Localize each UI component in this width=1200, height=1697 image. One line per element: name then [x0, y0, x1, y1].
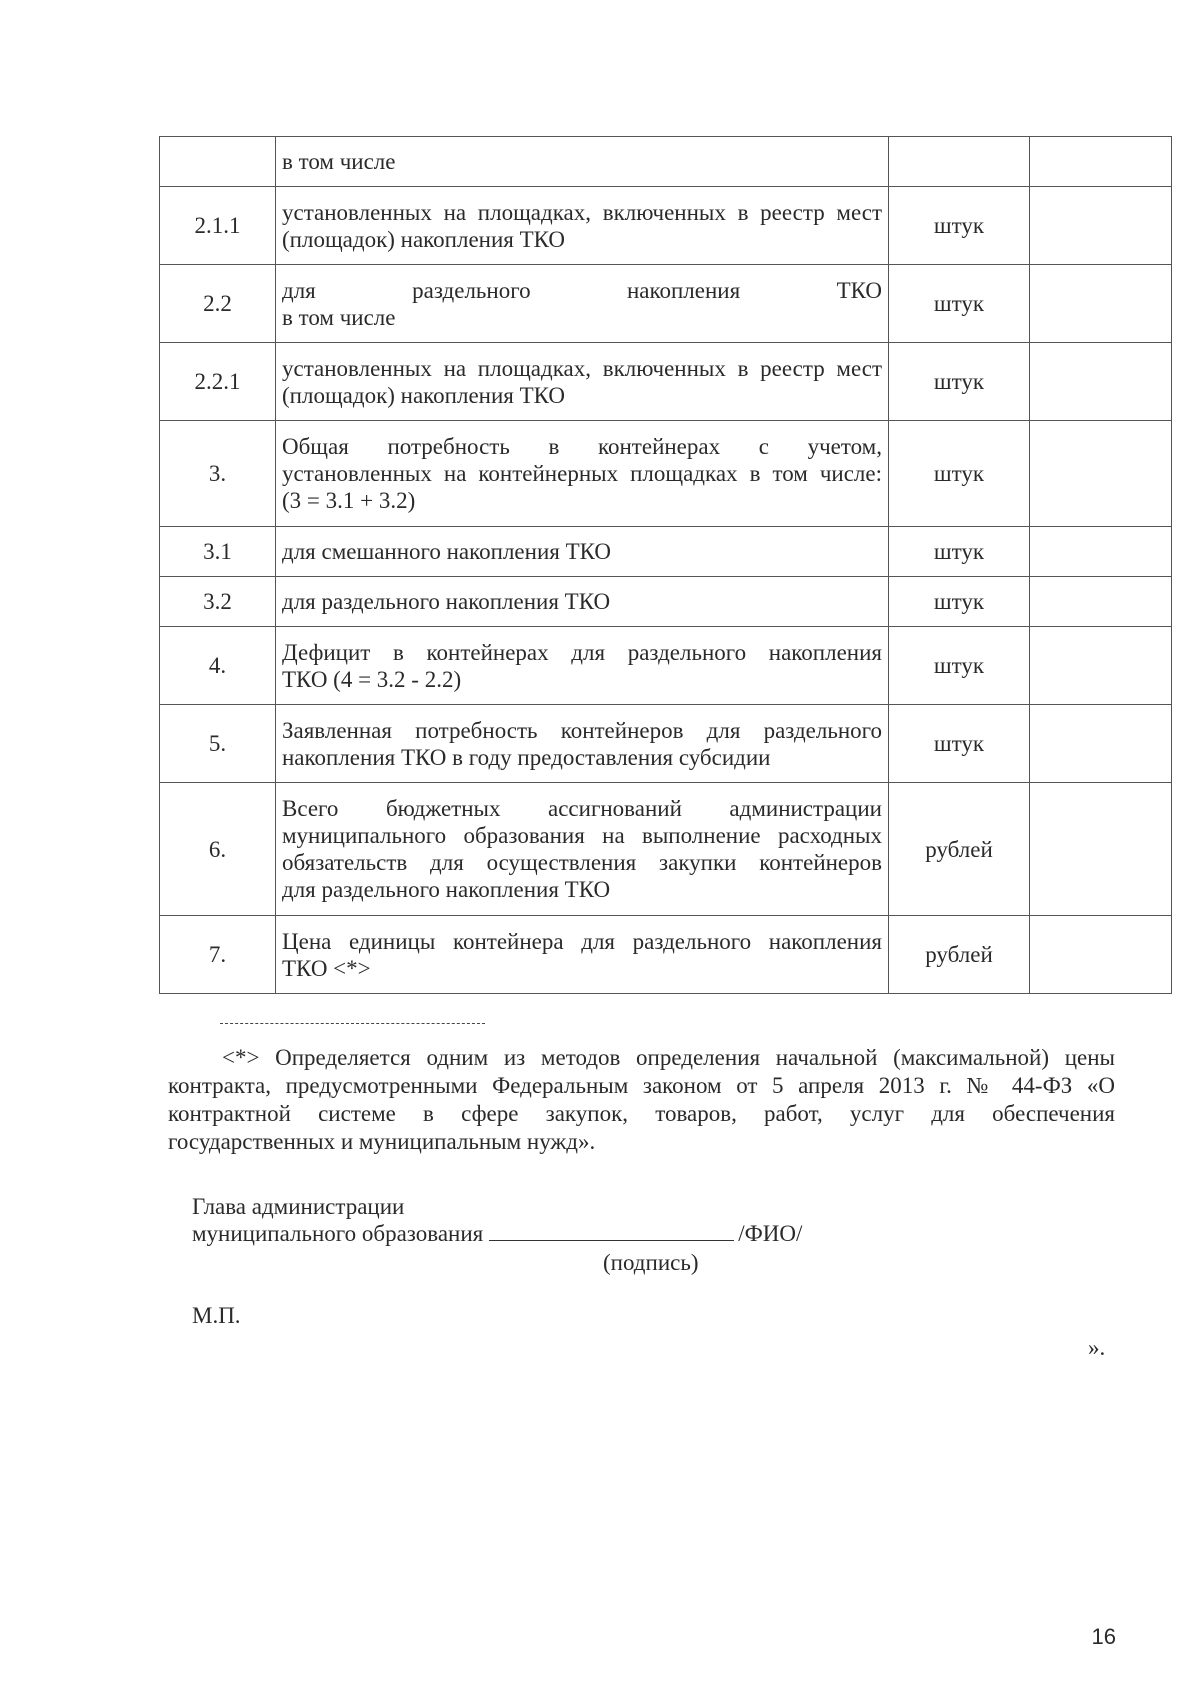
table-row — [160, 783, 1172, 916]
row-value[interactable] — [1030, 527, 1172, 577]
footnote-line: государственных и муниципальным нужд». — [168, 1129, 596, 1154]
row-unit: штук — [889, 265, 1030, 343]
description-line: Заявленная потребность контейнеров для раздельного — [282, 717, 882, 743]
table-row — [160, 577, 1172, 627]
description-line: муниципального образования на выполнение расходных — [282, 823, 882, 848]
row-number: 7. — [160, 916, 276, 994]
row-description — [276, 343, 889, 421]
table-row — [160, 421, 1172, 527]
signature-caption: (подпись) — [603, 1250, 699, 1275]
table-row — [160, 916, 1172, 994]
table-row — [160, 343, 1172, 421]
description-line: в том числе — [282, 304, 396, 330]
row-number: 2.1.1 — [160, 187, 276, 265]
indicators-table — [159, 136, 1172, 994]
row-unit: штук — [889, 705, 1030, 783]
description-line: (3 = 3.1 + 3.2) — [282, 488, 416, 513]
row-value[interactable] — [1030, 187, 1172, 265]
row-description — [276, 577, 889, 627]
row-unit: штук — [889, 627, 1030, 705]
description-line: Дефицит в контейнерах для раздельного накопления — [282, 639, 882, 665]
footnote-line: контракта, предусмотренными Федеральным законом от 5 апреля 2013 г. № 44-ФЗ «О — [168, 1073, 1115, 1098]
description-line: для раздельного накопления ТКО — [282, 877, 611, 902]
table-row — [160, 137, 1172, 187]
description-line: ТКО (4 = 3.2 - 2.2) — [282, 666, 462, 692]
row-value[interactable] — [1030, 916, 1172, 994]
row-number: 2.2 — [160, 265, 276, 343]
description-line: установленных на площадках, включенных в реестр мест — [282, 355, 882, 381]
description-line: для смешанного накопления ТКО — [282, 539, 612, 564]
row-number: 4. — [160, 627, 276, 705]
description-line: Цена единицы контейнера для раздельного накопления — [282, 928, 882, 954]
footnote — [168, 1044, 1115, 1156]
description-line: (площадок) накопления ТКО — [282, 382, 566, 408]
row-description — [276, 916, 889, 994]
row-description — [276, 421, 889, 527]
description-line: обязательств для осуществления закупки контейнеров — [282, 850, 882, 875]
row-value[interactable] — [1030, 705, 1172, 783]
row-value[interactable] — [1030, 783, 1172, 916]
closing-quote: ». — [1088, 1335, 1106, 1360]
signatory-title-line1: Глава администрации — [192, 1194, 405, 1219]
description-line: установленных на контейнерных площадках в том числе: — [282, 461, 882, 486]
row-value[interactable] — [1030, 421, 1172, 527]
description-line: для раздельного накопления ТКО — [282, 589, 611, 614]
footnote-line: контрактной системе в сфере закупок, товаров, работ, услуг для обеспечения — [168, 1101, 1115, 1126]
row-number — [160, 137, 276, 187]
signatory-block — [192, 1220, 802, 1247]
table-row — [160, 187, 1172, 265]
row-number: 6. — [160, 783, 276, 916]
row-value[interactable] — [1030, 137, 1172, 187]
signature-line — [489, 1220, 734, 1241]
row-number: 2.2.1 — [160, 343, 276, 421]
page-number: 16 — [1091, 1624, 1116, 1649]
description-line: для раздельного накопления ТКО — [282, 277, 882, 303]
description-line: ТКО <*> — [282, 955, 371, 981]
row-unit: рублей — [889, 916, 1030, 994]
row-description — [276, 705, 889, 783]
row-unit — [889, 137, 1030, 187]
table-row — [160, 527, 1172, 577]
description-line: (площадок) накопления ТКО — [282, 226, 566, 252]
signatory-fio: /ФИО/ — [738, 1221, 803, 1246]
row-description — [276, 527, 889, 577]
description-line: Общая потребность в контейнерах с учетом, — [282, 434, 882, 459]
row-unit: рублей — [889, 783, 1030, 916]
description-line: Всего бюджетных ассигнований администрации — [282, 796, 882, 821]
description-line: в том числе — [282, 149, 396, 174]
row-number: 3. — [160, 421, 276, 527]
row-unit: штук — [889, 421, 1030, 527]
row-value[interactable] — [1030, 577, 1172, 627]
row-value[interactable] — [1030, 627, 1172, 705]
row-description — [276, 783, 889, 916]
row-unit: штук — [889, 343, 1030, 421]
row-number: 3.1 — [160, 527, 276, 577]
row-unit: штук — [889, 187, 1030, 265]
table-row — [160, 705, 1172, 783]
footnote-separator — [220, 1023, 485, 1024]
description-line: накопления ТКО в году предоставления субсидии — [282, 744, 771, 770]
signatory-title-line2: муниципального образования — [192, 1221, 484, 1246]
row-unit: штук — [889, 527, 1030, 577]
row-description — [276, 137, 889, 187]
row-value[interactable] — [1030, 343, 1172, 421]
row-description — [276, 265, 889, 343]
row-number: 5. — [160, 705, 276, 783]
row-description — [276, 627, 889, 705]
table-row — [160, 265, 1172, 343]
stamp-placeholder: М.П. — [192, 1303, 241, 1328]
table-row — [160, 627, 1172, 705]
footnote-line: <*> Определяется одним из методов определения начальной (максимальной) цены — [222, 1045, 1115, 1070]
row-value[interactable] — [1030, 265, 1172, 343]
row-unit: штук — [889, 577, 1030, 627]
description-line: установленных на площадках, включенных в реестр мест — [282, 199, 882, 225]
row-number: 3.2 — [160, 577, 276, 627]
row-description — [276, 187, 889, 265]
